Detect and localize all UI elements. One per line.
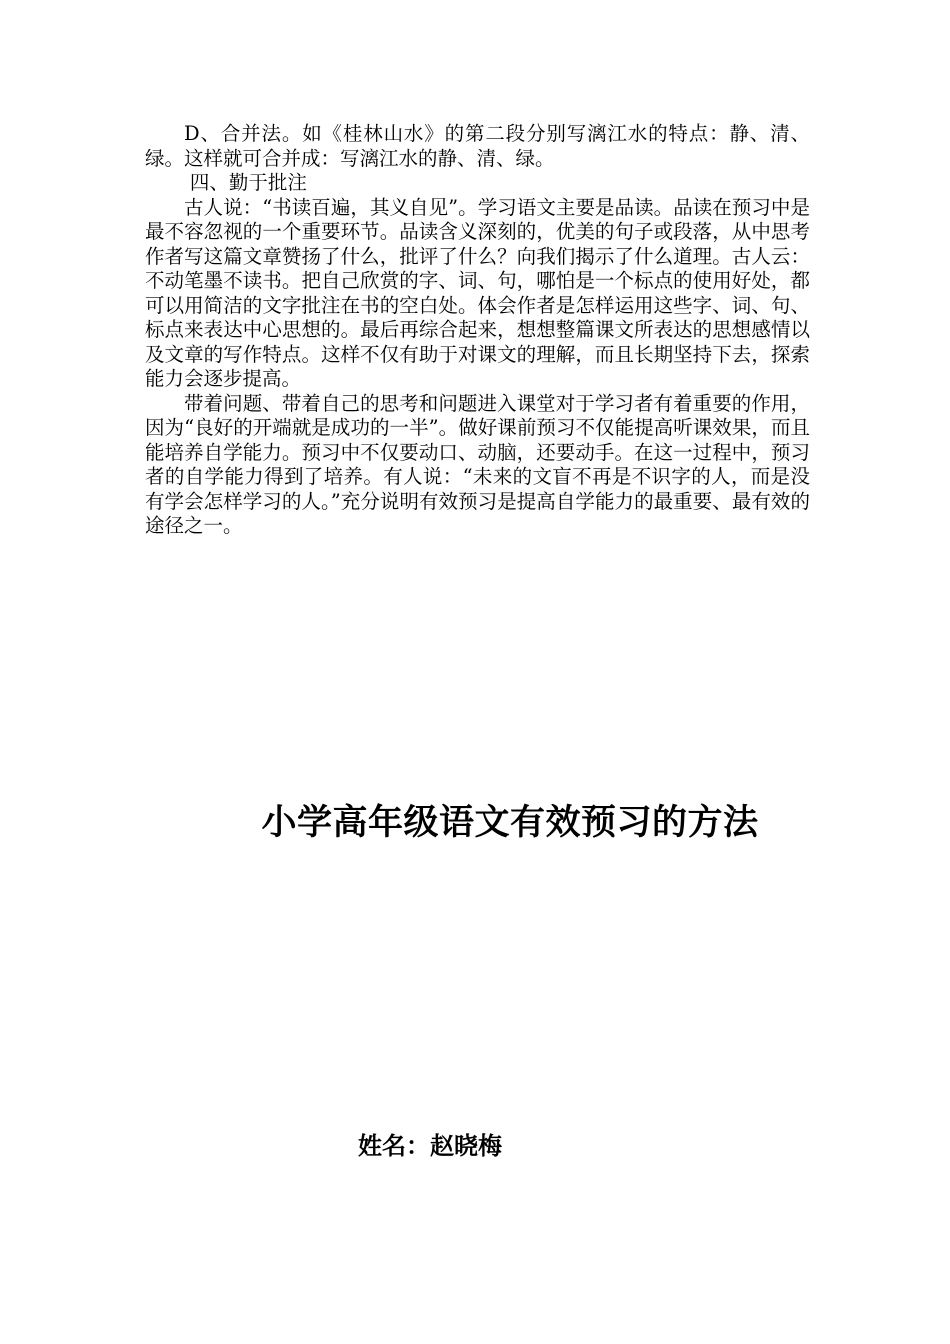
paragraph-conclusion: 带着问题、带着自己的思考和问题进入课堂对于学习者有着重要的作用，因为“良好的开端就是成功的一半”。做好课前预习不仅能提高听课效果，而且能培养自学能力。预习中不仅要动口、动脑，还要动手。在这一过程中，预习者的自学能力得到了培养。有人说：“未来的文盲不再是不识字的人，而是没有学会怎样学习的人。”充分说明有效预习是提高自学能力的最重要、最有效的途径之一。 (145, 391, 810, 537)
author-line: 姓名：赵晓梅 (358, 1132, 502, 1160)
body-text (145, 122, 810, 539)
paragraph-annotation: 古人说：“书读百遍，其义自见”。学习语文主要是品读。品读在预习中是最不容忽视的一个重要环节。品读含义深刻的，优美的句子或段落，从中思考作者写这篇文章赞扬了什么，批评了什么？向我们揭示了什么道理。古人云：不动笔墨不读书。把自己欣赏的字、词、句，哪怕是一个标点的使用好处，都可以用简洁的文字批注在书的空白处。体会作者是怎样运用这些字、词、句、标点来表达中心思想的。最后再综合起来，想想整篇课文所表达的思想感情以及文章的写作特点。这样不仅有助于对课文的理解，而且长期坚持下去，探索能力会逐步提高。 (145, 195, 810, 390)
section-heading-annotation: 四、勤于批注 (189, 171, 307, 194)
document-title: 小学高年级语文有效预习的方法 (261, 803, 759, 843)
paragraph-merge-method: D、合并法。如《桂林山水》的第二段分别写漓江水的特点：静、清、绿。这样就可合并成：写漓江水的静、清、绿。 (145, 122, 810, 170)
